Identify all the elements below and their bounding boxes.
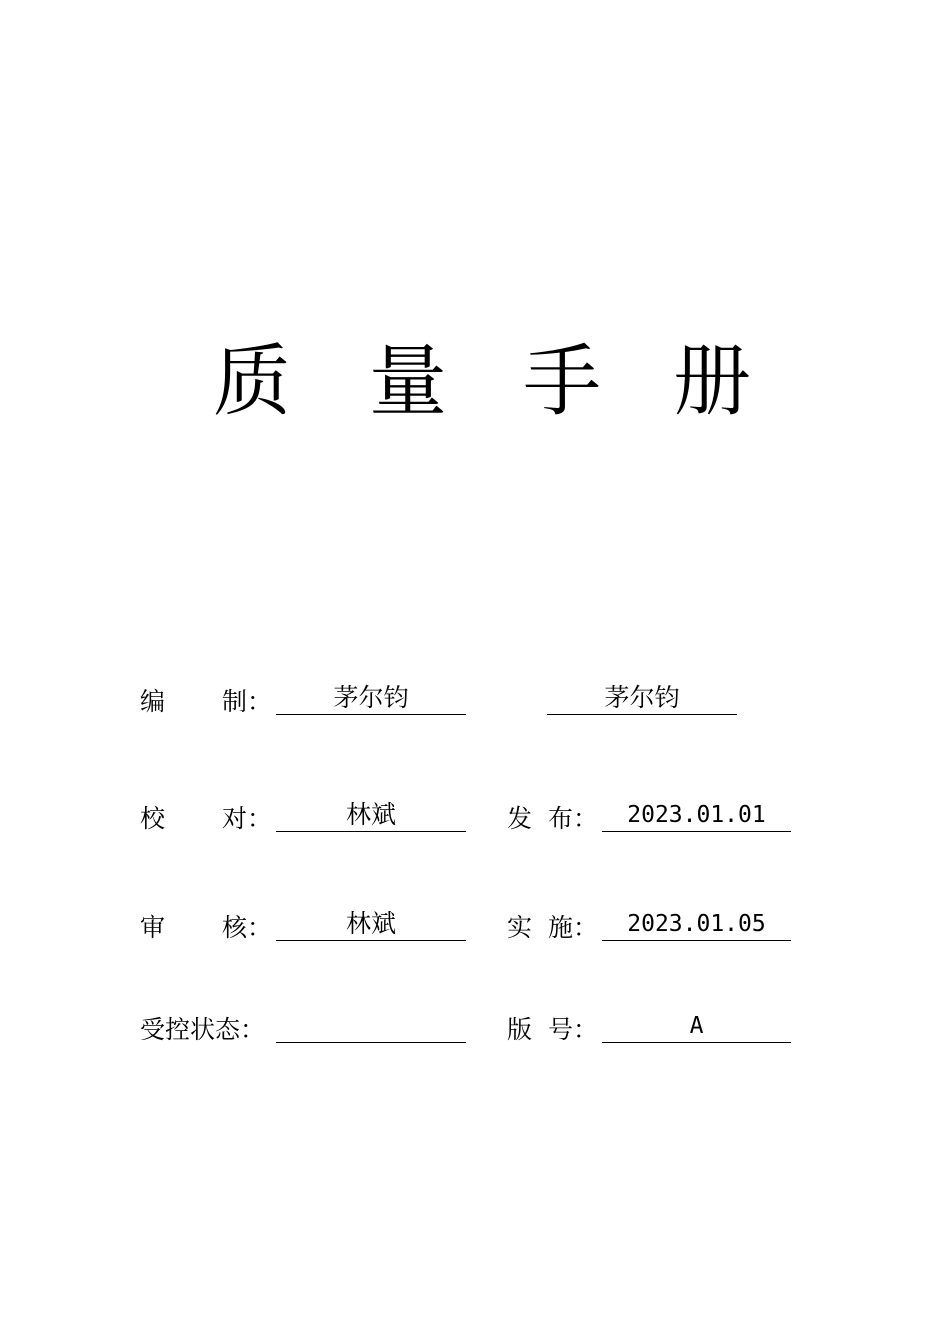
review-value: 林斌 <box>345 909 396 938</box>
implement-date-field <box>602 908 791 941</box>
title-char-3: 手 <box>522 337 601 427</box>
version-label-second: 号： <box>548 1015 599 1044</box>
review-label-first: 审 <box>140 913 166 942</box>
implement-date: 2023.01.05 <box>627 911 766 937</box>
publish-label-second: 布： <box>548 804 599 833</box>
version-label-first: 版 <box>507 1015 533 1044</box>
implement-label-second: 施： <box>548 913 599 942</box>
version-number: A <box>689 1013 704 1039</box>
version-number-field <box>602 1010 791 1043</box>
title-char-2: 量 <box>368 337 447 427</box>
review-value-field <box>276 908 466 941</box>
compile-second-value: 茅尔钧 <box>604 683 680 712</box>
publish-date: 2023.01.01 <box>627 802 766 828</box>
implement-label-first: 实 <box>507 913 533 942</box>
proofread-label-second: 对： <box>222 804 273 833</box>
control-status-field <box>276 1010 466 1043</box>
proofread-label-first: 校 <box>140 804 166 833</box>
compile-value-field <box>276 682 466 715</box>
title-char-1: 质 <box>212 337 291 427</box>
proofread-value: 林斌 <box>345 800 396 829</box>
document-title <box>0 336 950 436</box>
publish-label-first: 发 <box>507 804 533 833</box>
review-label-second: 核： <box>222 913 273 942</box>
compile-label-first: 编 <box>140 687 166 716</box>
title-char-4: 册 <box>672 337 751 427</box>
control-status-label: 受控状态： <box>140 1015 266 1044</box>
compile-label-second: 制： <box>222 687 273 716</box>
publish-date-field <box>602 799 791 832</box>
compile-value: 茅尔钧 <box>333 683 409 712</box>
proofread-value-field <box>276 799 466 832</box>
compile-second-value-field <box>547 682 737 715</box>
